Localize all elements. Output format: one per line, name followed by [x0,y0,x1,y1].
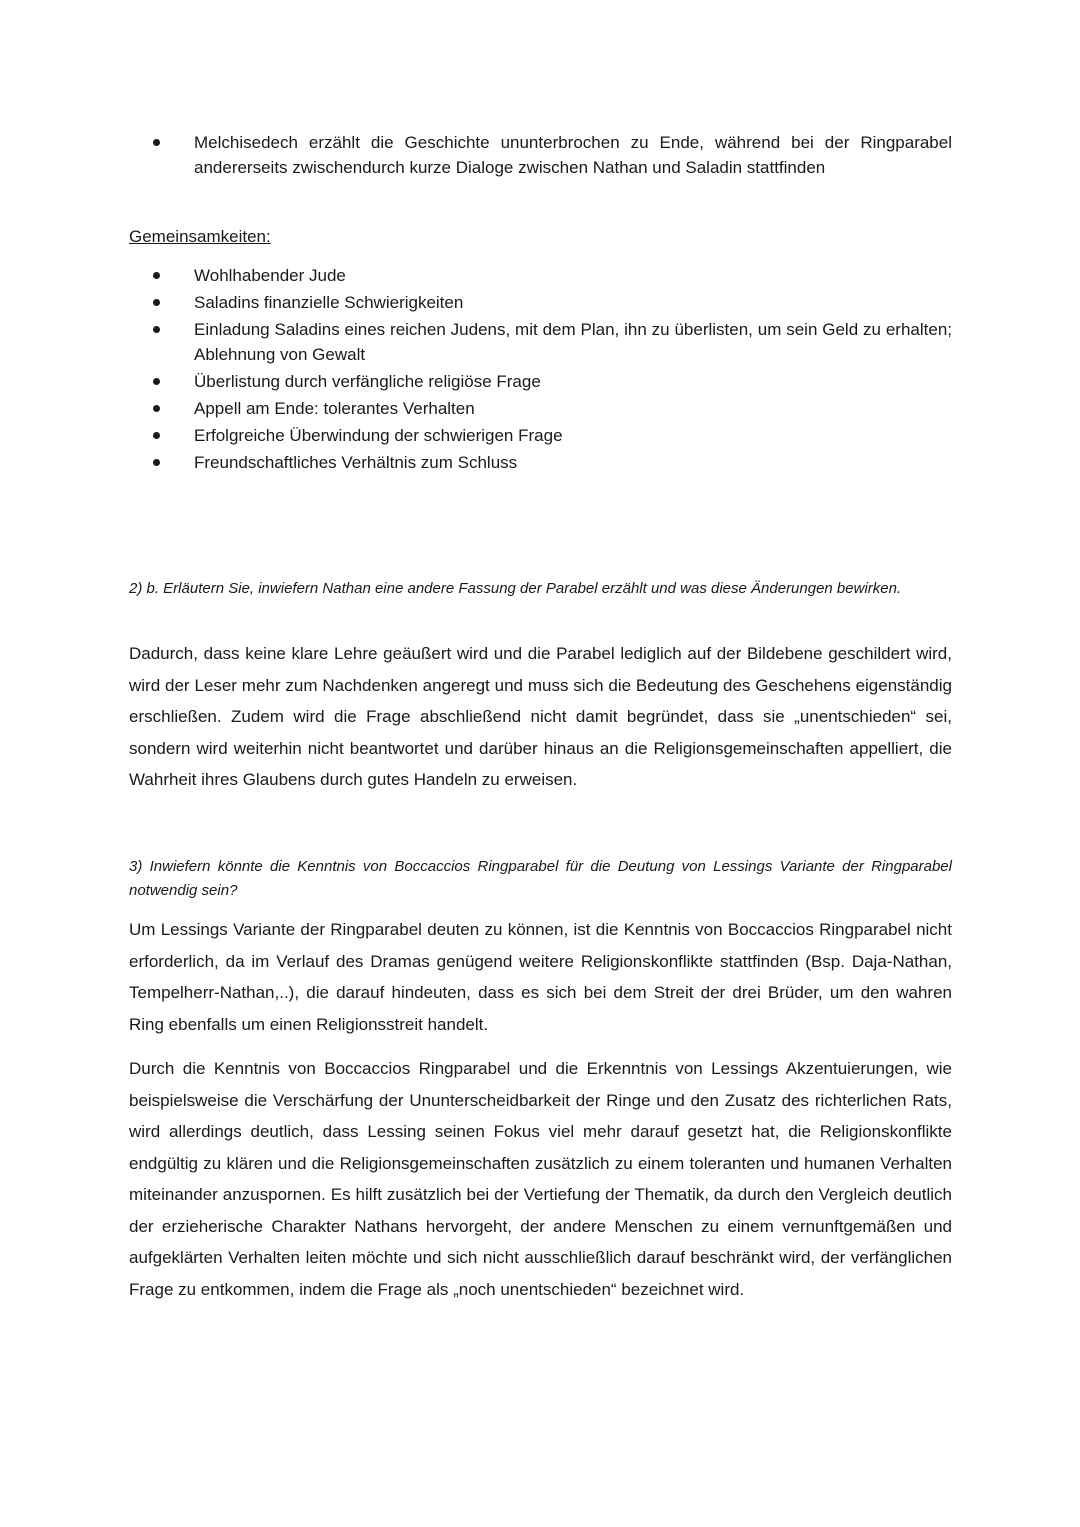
list-item-text: Einladung Saladins eines reichen Judens, mit dem Plan, ihn zu überlisten, um sein Geld zu erhalten; Ablehnung von Gewalt [194,320,952,364]
list-item [140,369,952,394]
answer-3-paragraph-2: Durch die Kenntnis von Boccaccios Ringparabel und die Erkenntnis von Lessings Akzentuierungen, wie beispielsweise die Verschärfung der Ununterscheidbarkeit der Ringe und den Zusatz des richterlichen Rats, wird allerdings deutlich, dass Lessing seinen Fokus viel mehr darauf gesetzt hat, die Religionskonflikte endgültig zu klären und die Religionsgemeinschaften zusätzlich zu einem toleranten und humanen Verhalten miteinander anzuspornen. Es hilft zusätzlich bei der Vertiefung der Thematik, da durch den Vergleich deutlich der erzieherische Charakter Nathans hervorgeht, der andere Menschen zu einem vernunftgemäßen und aufgeklärten Verhalten leiten möchte und sich nicht ausschließlich darauf beschränkt wird, der verfänglichen Frage zu entkommen, indem die Frage als „noch unentschieden“ bezeichnet wird. [129,1059,952,1299]
bullet-icon [153,272,160,279]
bullet-icon [153,139,160,146]
list-item-text: Appell am Ende: tolerantes Verhalten [194,399,475,418]
list-item [140,130,952,180]
list-item-text: Saladins finanzielle Schwierigkeiten [194,293,464,312]
list-item [140,396,952,421]
list-item [140,423,952,448]
list-item-text: Freundschaftliches Verhältnis zum Schluss [194,453,518,472]
bullet-icon [153,432,160,439]
list-item [140,263,952,288]
list-item [140,290,952,315]
bullet-icon [153,378,160,385]
list-item-text: Überlistung durch verfängliche religiöse Frage [194,372,541,391]
list-item [140,317,952,367]
common-bullet-list [140,263,952,477]
section-heading-common: Gemeinsamkeiten: [129,227,271,246]
list-item-text: Melchisedech erzählt die Geschichte ununterbrochen zu Ende, während bei der Ringparabel andererseits zwischendurch kurze Dialoge zwischen Nathan und Saladin stattfinden [194,133,952,177]
list-item [140,450,952,475]
list-item-text: Erfolgreiche Überwindung der schwierigen Frage [194,426,563,445]
answer-2b: Dadurch, dass keine klare Lehre geäußert wird und die Parabel lediglich auf der Bildebene geschildert wird, wird der Leser mehr zum Nachdenken angeregt und muss sich die Bedeutung des Geschehens eigenständig erschließen. Zudem wird die Frage abschließend nicht damit begründet, dass sie „unentschieden“ sei, sondern wird weiterhin nicht beantwortet und darüber hinaus an die Religionsgemeinschaften appelliert, die Wahrheit ihres Glaubens durch gutes Handeln zu erweisen. [129,644,952,789]
bullet-icon [153,326,160,333]
list-item-text: Wohlhabender Jude [194,266,346,285]
bullet-icon [153,459,160,466]
answer-3-paragraph-1: Um Lessings Variante der Ringparabel deuten zu können, ist die Kenntnis von Boccaccios Ringparabel nicht erforderlich, da im Verlauf des Dramas genügend weitere Religionskonflikte stattfinden (Bsp. Daja-Nathan, Tempelherr-Nathan,..), die darauf hindeuten, dass es sich bei dem Streit der drei Brüder, um den wahren Ring ebenfalls um einen Religionsstreit handelt. [129,920,952,1034]
question-2b: 2) b. Erläutern Sie, inwiefern Nathan eine andere Fassung der Parabel erzählt und was diese Änderungen bewirken. [129,580,902,597]
bullet-icon [153,299,160,306]
bullet-icon [153,405,160,412]
question-3: 3) Inwiefern könnte die Kenntnis von Boccaccios Ringparabel für die Deutung von Lessings Variante der Ringparabel notwendig sein? [129,858,952,899]
intro-bullet-list [140,130,952,180]
